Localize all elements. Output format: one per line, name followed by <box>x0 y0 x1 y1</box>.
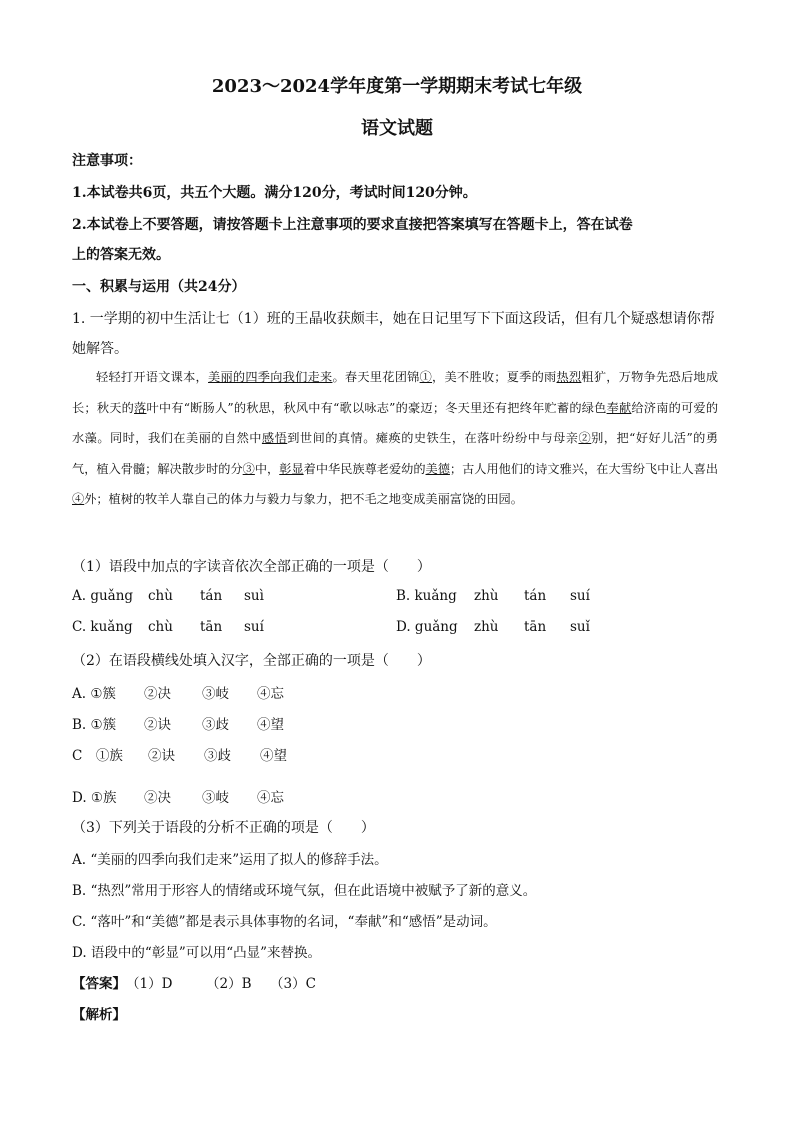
option-text: zhù <box>474 588 499 604</box>
question-1-1-stem: （1）语段中加点的字读音依次全部正确的一项是（ ） <box>72 559 431 575</box>
option-text: tán <box>200 588 223 604</box>
section-heading: 一、积累与运用（共24分） <box>72 279 246 295</box>
blank-2: ② <box>578 431 592 445</box>
passage-text: 着中华民族尊老爱幼的 <box>303 461 426 476</box>
option-text: D. ①族 <box>72 790 117 806</box>
q1-3-option-b: B. “热烈”常用于形容人的情绪或环境气氛，但在此语境中被赋予了新的意义。 <box>72 883 537 899</box>
notice-item-2-line-1: 2.本试卷上不要答题，请按答题卡上注意事项的要求直接把答案填写在答题卡上，答在试卷 <box>72 217 633 233</box>
option-text: ③歧 <box>202 717 229 733</box>
passage-text: 外；植树的牧羊人靠自己的体力与毅力与象力，把不毛之地变成美丽富饶的田园。 <box>84 492 523 506</box>
notice-item-2-line-2: 上的答案无效。 <box>72 247 170 263</box>
q1-2-option-d <box>72 786 284 806</box>
option-text: A. guǎng <box>72 588 134 604</box>
option-text: ④望 <box>257 717 284 733</box>
option-text: ②决 <box>144 686 171 702</box>
option-text: B. ①簇 <box>72 717 117 733</box>
option-text: ③岐 <box>202 686 229 702</box>
option-text: suí <box>244 619 264 635</box>
passage-text: 别，把“好好儿活”的勇气，植入骨髓；解决散步时的分 <box>72 431 719 476</box>
question-1-3-stem: （3）下列关于语段的分析不正确的项是（ ） <box>72 820 375 836</box>
analysis-line <box>72 1003 126 1023</box>
option-text: ③岐 <box>202 790 229 806</box>
option-text: C. kuǎng <box>72 619 133 635</box>
q1-2-option-a <box>72 682 284 702</box>
option-text: C ①族 <box>72 748 123 764</box>
answer-item: （1）D <box>126 976 173 992</box>
passage-text: 轻轻打开语文课本， <box>96 370 209 384</box>
question-1-stem-line-2: 她解答。 <box>72 341 128 357</box>
passage-underlined-word-ganwu: 感悟 <box>261 431 288 445</box>
passage-underlined-word-meide: 美德 <box>425 461 450 476</box>
exam-title: 2023～2024学年度第一学期期末考试七年级 <box>211 76 583 97</box>
question-1-2-stem: （2）在语段横线处填入汉字，全部正确的一项是（ ） <box>72 653 431 669</box>
q1-2-option-c <box>72 744 287 764</box>
passage-underlined-phrase: 美丽的四季向我们走来 <box>208 370 333 384</box>
q1-3-option-d: D. 语段中的“彰显”可以用“凸显”来替换。 <box>72 945 322 961</box>
passage-text: 中， <box>254 461 280 476</box>
passage-text: 给济南的可爱的水藻。同时，我们在美丽的自然中 <box>72 400 719 445</box>
passage-underlined-word-fengxian: 奉献 <box>606 400 632 415</box>
passage-text: ，美不胜收；夏季的雨 <box>432 370 557 384</box>
option-text: A. ①簇 <box>72 686 116 702</box>
reading-passage <box>72 362 718 515</box>
blank-4: ④ <box>72 492 85 506</box>
blank-3: ③ <box>242 461 255 476</box>
passage-text: ；古人用他们的诗文雅兴，在大雪纷飞中让人喜出 <box>449 461 719 476</box>
answer-item: （2）B <box>206 976 252 992</box>
q1-1-option-c <box>72 619 264 635</box>
q1-1-option-b <box>396 588 590 604</box>
option-text: D. guǎng <box>396 619 458 635</box>
passage-text: 粗犷，万物争先恐后地成长；秋天的 <box>72 370 719 415</box>
question-1-stem-line-1: 1. 一学期的初中生活让七（1）班的王晶收获颇丰，她在日记里写下下面这段话，但有几个疑惑想请你帮 <box>72 311 715 327</box>
blank-1: ① <box>419 370 433 384</box>
passage-text: 。春天里花团锦 <box>332 370 420 384</box>
exam-subject: 语文试题 <box>361 118 433 139</box>
q1-2-option-b <box>72 713 284 733</box>
q1-3-option-c: C. “落叶”和“美德”都是表示具体事物的名词，“奉献”和“感悟”是动词。 <box>72 914 497 930</box>
passage-text: 到世间的真情。瘫痪的史铁生，在落叶纷纷中与母亲 <box>287 431 579 445</box>
answer-item: （3）C <box>270 976 316 992</box>
option-text: zhù <box>474 619 499 635</box>
option-text: ④忘 <box>257 790 284 806</box>
option-text: ③歧 <box>204 748 231 764</box>
notice-item-1: 1.本试卷共6页，共五个大题。满分120分，考试时间120分钟。 <box>72 185 477 201</box>
q1-3-option-a: A. “美丽的四季向我们走来”运用了拟人的修辞手法。 <box>72 852 388 868</box>
passage-underlined-word-luo: 落 <box>134 400 147 415</box>
option-text: chù <box>148 588 173 604</box>
q1-1-option-d <box>396 619 590 635</box>
option-text: chù <box>148 619 173 635</box>
option-text: ②诀 <box>148 748 175 764</box>
option-text: ②诀 <box>144 717 171 733</box>
notice-heading: 注意事项： <box>72 153 142 169</box>
option-text: suǐ <box>570 619 590 635</box>
option-text: tān <box>524 619 547 635</box>
passage-underlined-word-zhangxian: 彰显 <box>279 461 304 476</box>
passage-underlined-word-relie: 热烈 <box>556 370 582 384</box>
answer-tag: 【答案】 <box>72 976 126 992</box>
option-text: ④忘 <box>257 686 284 702</box>
q1-1-option-a <box>72 588 264 604</box>
option-text: tán <box>524 588 547 604</box>
option-text: ②决 <box>144 790 171 806</box>
option-text: suí <box>570 588 590 604</box>
option-text: ④望 <box>260 748 287 764</box>
answer-line <box>72 972 316 992</box>
option-text: tān <box>200 619 223 635</box>
option-text: B. kuǎng <box>396 588 457 604</box>
option-text: suì <box>244 588 264 604</box>
analysis-tag: 【解析】 <box>72 1007 126 1023</box>
passage-text: 叶中有“断肠人”的秋思，秋风中有“歌以咏志”的豪迈；冬天里还有把终年贮蓄的绿色 <box>146 400 607 415</box>
